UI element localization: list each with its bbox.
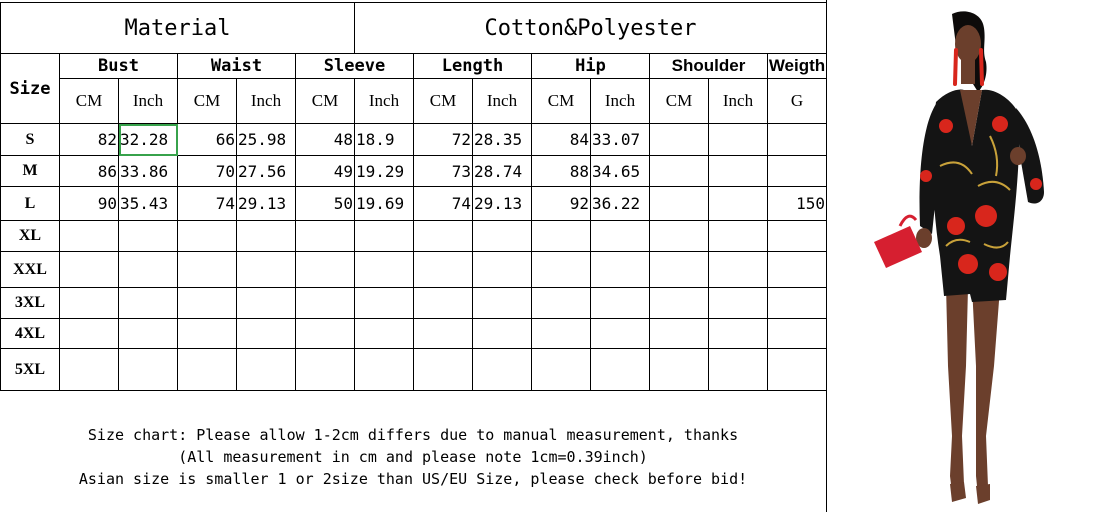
material-value[interactable]: Cotton&Polyester: [355, 3, 827, 54]
column-group-bust[interactable]: Bust: [60, 54, 178, 79]
table-cell[interactable]: [709, 221, 768, 252]
size-cell[interactable]: M: [1, 156, 60, 187]
table-cell[interactable]: [650, 221, 709, 252]
unit-header-inch[interactable]: Inch: [709, 79, 768, 124]
table-row: [1, 221, 827, 252]
unit-header-cm[interactable]: CM: [414, 79, 473, 124]
unit-header-inch[interactable]: Inch: [355, 79, 414, 124]
table-cell[interactable]: 35.43: [119, 187, 178, 221]
table-cell[interactable]: [296, 349, 355, 391]
neck: [961, 58, 975, 84]
table-cell[interactable]: [591, 319, 650, 349]
table-cell[interactable]: [178, 319, 237, 349]
face: [955, 25, 981, 63]
table-cell[interactable]: [237, 252, 296, 288]
table-cell[interactable]: 19.69: [355, 187, 414, 221]
table-cell[interactable]: [709, 349, 768, 391]
table-cell[interactable]: 70: [178, 156, 237, 187]
table-cell[interactable]: [709, 252, 768, 288]
table-cell[interactable]: [591, 252, 650, 288]
table-cell[interactable]: [355, 252, 414, 288]
table-cell[interactable]: 84: [532, 124, 591, 156]
table-cell[interactable]: [532, 252, 591, 288]
column-group-waist[interactable]: Waist: [178, 54, 296, 79]
table-cell[interactable]: [473, 319, 532, 349]
table-cell[interactable]: 49: [296, 156, 355, 187]
table-cell[interactable]: [650, 319, 709, 349]
table-cell[interactable]: [237, 288, 296, 319]
right-leg: [972, 286, 1000, 496]
model-figure: [874, 11, 1044, 504]
table-cell[interactable]: [414, 288, 473, 319]
unit-header-cm[interactable]: CM: [178, 79, 237, 124]
table-cell[interactable]: [709, 156, 768, 187]
table-cell[interactable]: [119, 288, 178, 319]
table-cell[interactable]: [237, 221, 296, 252]
table-cell[interactable]: 33.07: [591, 124, 650, 156]
flower-print: [920, 170, 932, 182]
table-cell[interactable]: 25.98: [237, 124, 296, 156]
size-cell[interactable]: S: [1, 124, 60, 156]
table-cell[interactable]: [650, 124, 709, 156]
flower-print: [975, 205, 997, 227]
size-cell[interactable]: 4XL: [1, 319, 60, 349]
table-cell[interactable]: [650, 288, 709, 319]
table-row: [1, 124, 827, 156]
table-cell[interactable]: [296, 319, 355, 349]
table-cell[interactable]: [768, 124, 827, 156]
unit-header-inch[interactable]: Inch: [591, 79, 650, 124]
table-cell[interactable]: [178, 288, 237, 319]
flower-print: [992, 116, 1008, 132]
table-cell[interactable]: 50: [296, 187, 355, 221]
table-cell[interactable]: [768, 349, 827, 391]
table-row: [1, 187, 827, 221]
table-cell[interactable]: [650, 349, 709, 391]
table-cell[interactable]: 19.29: [355, 156, 414, 187]
right-shoe: [976, 484, 990, 504]
note-line: Size chart: Please allow 1-2cm differs due to manual measurement, thanks: [87, 426, 739, 444]
table-cell[interactable]: [414, 319, 473, 349]
table-cell[interactable]: 18.9: [355, 124, 414, 156]
unit-header-g[interactable]: G: [768, 79, 827, 124]
table-cell[interactable]: [591, 221, 650, 252]
table-cell[interactable]: [414, 252, 473, 288]
table-cell[interactable]: 86: [60, 156, 119, 187]
table-cell[interactable]: [532, 221, 591, 252]
table-cell[interactable]: [60, 288, 119, 319]
table-cell[interactable]: [650, 252, 709, 288]
size-cell[interactable]: XXL: [1, 252, 60, 288]
table-row: [1, 288, 827, 319]
table-cell[interactable]: 33.86: [119, 156, 178, 187]
table-row: [1, 319, 827, 349]
table-cell[interactable]: [296, 288, 355, 319]
column-group-length[interactable]: Length: [414, 54, 532, 79]
table-cell[interactable]: [650, 156, 709, 187]
table-cell[interactable]: [119, 252, 178, 288]
table-cell[interactable]: 32.28: [119, 124, 178, 156]
table-cell[interactable]: 27.56: [237, 156, 296, 187]
left-leg: [946, 286, 968, 492]
table-cell[interactable]: [709, 319, 768, 349]
table-cell[interactable]: 36.22: [591, 187, 650, 221]
flower-print: [939, 119, 953, 133]
table-cell[interactable]: [119, 221, 178, 252]
size-chart-table: [0, 2, 827, 391]
table-cell[interactable]: [768, 319, 827, 349]
table-cell[interactable]: [473, 349, 532, 391]
table-cell[interactable]: [60, 252, 119, 288]
table-cell[interactable]: [414, 349, 473, 391]
left-earring: [955, 50, 956, 84]
flower-print: [1030, 178, 1042, 190]
table-cell[interactable]: [355, 288, 414, 319]
table-cell[interactable]: [60, 349, 119, 391]
table-cell[interactable]: 29.13: [473, 187, 532, 221]
table-cell[interactable]: [296, 221, 355, 252]
size-cell[interactable]: 5XL: [1, 349, 60, 391]
table-cell[interactable]: [709, 124, 768, 156]
note-line: (All measurement in cm and please note 1cm=0.39inch): [178, 448, 648, 466]
table-cell[interactable]: [355, 319, 414, 349]
table-cell[interactable]: [709, 187, 768, 221]
table-cell[interactable]: [414, 221, 473, 252]
unit-header-inch[interactable]: Inch: [119, 79, 178, 124]
table-cell[interactable]: 48: [296, 124, 355, 156]
table-cell[interactable]: [768, 221, 827, 252]
table-cell[interactable]: [768, 156, 827, 187]
table-cell[interactable]: [296, 252, 355, 288]
table-cell[interactable]: [178, 349, 237, 391]
column-group-hip[interactable]: Hip: [532, 54, 650, 79]
unit-row: [1, 79, 827, 124]
table-cell[interactable]: [237, 319, 296, 349]
table-cell[interactable]: [473, 288, 532, 319]
flower-print: [989, 263, 1007, 281]
size-cell[interactable]: XL: [1, 221, 60, 252]
table-row: [1, 349, 827, 391]
table-cell[interactable]: [591, 349, 650, 391]
table-cell[interactable]: [532, 319, 591, 349]
photo-divider: [826, 0, 827, 512]
table-cell[interactable]: [768, 288, 827, 319]
table-row: [1, 156, 827, 187]
column-group-weigth[interactable]: Weigth: [768, 54, 827, 79]
material-label[interactable]: Material: [1, 3, 355, 54]
unit-header-inch[interactable]: Inch: [473, 79, 532, 124]
table-cell[interactable]: [768, 252, 827, 288]
table-cell[interactable]: 92: [532, 187, 591, 221]
table-cell[interactable]: 28.74: [473, 156, 532, 187]
product-photo: [860, 6, 1060, 506]
right-earring: [981, 50, 982, 84]
table-cell[interactable]: 72: [414, 124, 473, 156]
table-cell[interactable]: 73: [414, 156, 473, 187]
table-cell[interactable]: [237, 349, 296, 391]
unit-header-inch[interactable]: Inch: [237, 79, 296, 124]
table-cell[interactable]: [178, 221, 237, 252]
table-cell[interactable]: 88: [532, 156, 591, 187]
table-cell[interactable]: 66: [178, 124, 237, 156]
unit-header-cm[interactable]: CM: [60, 79, 119, 124]
table-cell[interactable]: [532, 288, 591, 319]
table-cell[interactable]: 29.13: [237, 187, 296, 221]
table-cell[interactable]: [473, 221, 532, 252]
table-cell[interactable]: [60, 221, 119, 252]
table-cell[interactable]: [355, 349, 414, 391]
unit-header-cm[interactable]: CM: [296, 79, 355, 124]
table-cell[interactable]: 90: [60, 187, 119, 221]
note-line: Asian size is smaller 1 or 2size than US/EU Size, please check before bid!: [78, 470, 748, 488]
table-cell[interactable]: 150: [768, 187, 827, 221]
table-cell[interactable]: 74: [414, 187, 473, 221]
table-cell[interactable]: [60, 319, 119, 349]
flower-print: [947, 217, 965, 235]
table-cell[interactable]: 28.35: [473, 124, 532, 156]
table-cell[interactable]: [119, 349, 178, 391]
table-cell[interactable]: 82: [60, 124, 119, 156]
measurement-group-row: [1, 54, 827, 79]
table-cell[interactable]: 34.65: [591, 156, 650, 187]
size-column-header[interactable]: Size: [1, 54, 60, 124]
column-group-shoulder[interactable]: Shoulder: [650, 54, 768, 79]
size-notes: [0, 424, 826, 490]
size-cell[interactable]: L: [1, 187, 60, 221]
material-row: [1, 3, 827, 54]
table-cell[interactable]: [650, 187, 709, 221]
table-cell[interactable]: [709, 288, 768, 319]
table-cell[interactable]: [355, 221, 414, 252]
unit-header-cm[interactable]: CM: [650, 79, 709, 124]
left-shoe: [950, 482, 966, 502]
table-cell[interactable]: 74: [178, 187, 237, 221]
table-cell[interactable]: [591, 288, 650, 319]
table-cell[interactable]: [473, 252, 532, 288]
table-cell[interactable]: [178, 252, 237, 288]
red-clutch: [874, 226, 922, 268]
table-cell[interactable]: [532, 349, 591, 391]
table-cell[interactable]: [119, 319, 178, 349]
clutch-handle: [900, 216, 916, 226]
unit-header-cm[interactable]: CM: [532, 79, 591, 124]
table-row: [1, 252, 827, 288]
size-cell[interactable]: 3XL: [1, 288, 60, 319]
right-hand: [1010, 147, 1026, 165]
flower-print: [958, 254, 978, 274]
column-group-sleeve[interactable]: Sleeve: [296, 54, 414, 79]
